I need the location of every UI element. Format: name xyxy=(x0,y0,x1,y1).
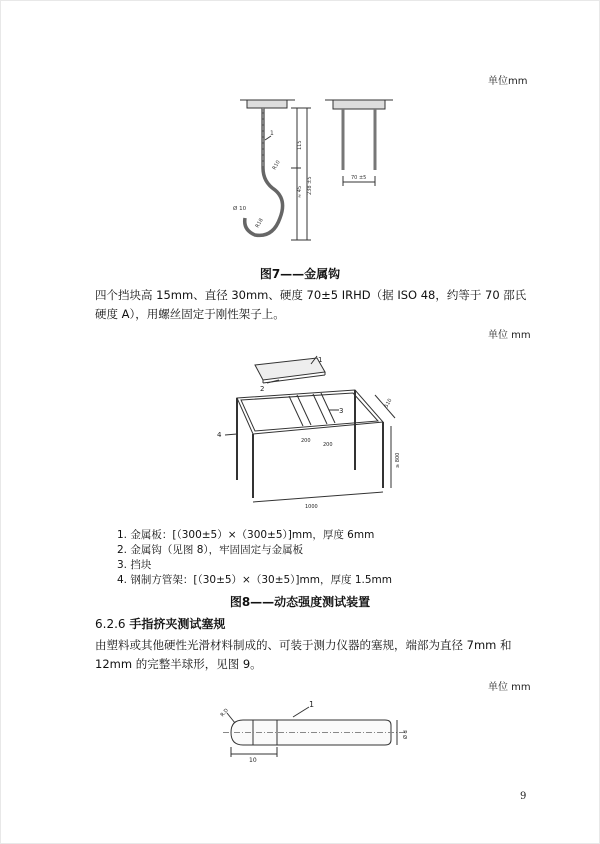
figure-8-drawing xyxy=(205,350,415,510)
paragraph-stops: 四个挡块高 15mm、直径 30mm、硬度 70±5 IRHD（据 ISO 48，约等于 70 邵氏硬度 A），用螺丝固定于刚性架子上。 xyxy=(95,288,527,321)
fig8-label-4: 4 xyxy=(217,431,222,439)
fig8-label-1: 1 xyxy=(318,356,323,364)
figure-7-caption: 图7——金属钩 xyxy=(259,267,341,281)
hook-plate-left xyxy=(247,100,287,108)
page-number: 9 xyxy=(520,791,527,802)
figure-7-drawing xyxy=(225,90,415,260)
legend-item: 1. 金属板：[（300±5）×（300±5）]mm，厚度 6mm xyxy=(117,529,375,541)
section-number: 6.2.6 xyxy=(95,617,126,631)
fig8-label-2: 2 xyxy=(260,385,265,393)
fig8-dim-800: ≥ 800 xyxy=(395,452,401,468)
figure-8-caption: 图8——动态强度测试装置 xyxy=(229,595,371,609)
legend-item: 4. 钢制方管架：[（30±5）×（30±5）]mm，厚度 1.5mm xyxy=(117,574,392,586)
fig7-dim-45: ≈ 45 xyxy=(297,185,303,198)
fig7-r10: R10 xyxy=(271,159,282,171)
section-heading xyxy=(95,615,225,632)
fig8-dim-200a: 200 xyxy=(301,438,311,444)
legend-item: 3. 挡块 xyxy=(117,559,152,571)
fig7-dim-total: 238 ±5 xyxy=(307,176,313,195)
unit-label-fig9: 单位 mm xyxy=(488,682,531,693)
fig7-dim-top: 115 xyxy=(297,140,303,150)
hook-plate-right xyxy=(333,100,385,109)
fig9-part-1: 1 xyxy=(309,700,315,709)
fig9-dim-10: 10 xyxy=(249,757,257,764)
figure-9-drawing xyxy=(215,695,415,765)
fig7-dim-70: 70 ±5 xyxy=(351,175,367,181)
unit-label-fig8: 单位 mm xyxy=(488,330,531,341)
unit-label-top: 单位mm xyxy=(488,76,528,87)
fig7-part-1: 1 xyxy=(270,130,274,137)
figure-8-legend xyxy=(117,528,392,588)
fig8-label-3: 3 xyxy=(339,407,344,415)
legend-item: 2. 金属钩（见图 8），牢固固定与金属板 xyxy=(117,544,304,556)
hook-shape xyxy=(245,108,283,235)
frame-top xyxy=(237,390,383,434)
fig8-dim-1000: 1000 xyxy=(305,504,318,510)
section-title: 手指挤夹测试塞规 xyxy=(129,617,226,631)
fig8-dim-510: 510 xyxy=(383,397,394,409)
fig9-dia-d: Ø d xyxy=(403,730,409,739)
fig7-dia10: Ø 10 xyxy=(233,206,247,212)
fig8-dim-200b: 200 xyxy=(323,442,333,448)
fig9-radius: R.D xyxy=(219,707,230,719)
fig7-r18: R18 xyxy=(254,217,265,229)
paragraph-gauge: 由塑料或其他硬性光滑材料制成的、可装于测力仪器的塞规，端部为直径 7mm 和 12mm 的完整半球形，见图 9。 xyxy=(95,638,512,671)
